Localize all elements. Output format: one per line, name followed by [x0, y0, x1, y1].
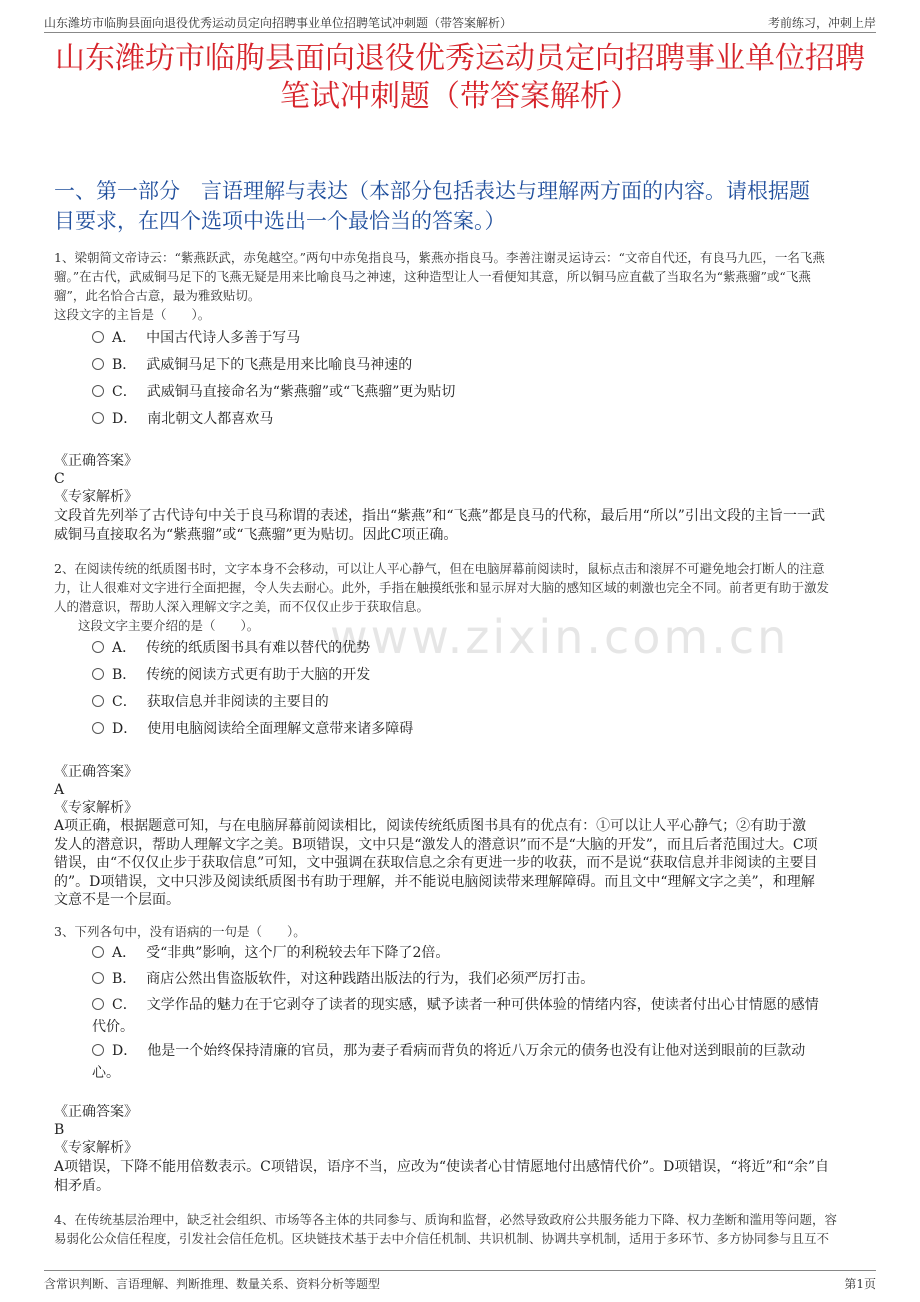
radio-icon[interactable]	[92, 946, 104, 958]
q3-answer-block	[54, 1103, 876, 1157]
q3-option-d[interactable]: D． 他是一个始终保持清廉的官员，那为妻子看病而背负的将近八万余元的债务也没有让他对送到眼前的巨款动 心。	[92, 1043, 806, 1081]
radio-icon[interactable]	[92, 1044, 104, 1056]
q2-option-c[interactable]: C． 获取信息并非阅读的主要目的	[92, 690, 860, 715]
radio-icon[interactable]	[92, 668, 104, 680]
page-number: 第1页	[844, 1277, 876, 1291]
q1-answer: C	[54, 471, 65, 487]
radio-icon[interactable]	[92, 385, 104, 397]
radio-icon[interactable]	[92, 998, 104, 1010]
question-1-prompt: 这段文字的主旨是（ ）。	[54, 307, 211, 322]
q2-option-b[interactable]: B． 传统的阅读方式更有助于大脑的开发	[92, 663, 860, 688]
q1-answer-block	[54, 452, 876, 506]
watermark: www.zixin.com.cn	[330, 610, 790, 664]
q1-explanation: 文段首先列举了古代诗句中关于良马称谓的表述，指出“紫燕”和“飞燕”都是良马的代称，最后用“所以”引出文段的主旨一一武 威铜马直接取名为“紫燕骝”或“飞燕骝”更为贴切。因此C项正确。	[54, 508, 825, 543]
q3-answer: B	[54, 1122, 65, 1138]
q2-explanation: A项正确，根据题意可知，与在电脑屏幕前阅读相比，阅读传统纸质图书具有的优点有：①可以让人平心静气；②有助于激 发人的潜意识，帮助人理解文字之美。B项错误，文中只是“激发人的潜意识”而不是“大脑的开发”，而且后者范围过大。C项 错误，由“不仅仅止步于获取信息”可知，文中强调在获取信息之余有更进一步的收获，而不是说“获取信息并非阅读的主要目 的”。D项错误，文中只涉及阅读纸质图书有助于理解，并不能说电脑阅读带来理解障碍。而且文中“理解文字之美”，和理解 文意不是一个层面。	[54, 818, 818, 908]
expert-label: 《专家解析》	[54, 1140, 138, 1156]
footer-topics: 含常识判断、言语理解、判断推理、数量关系、资料分析等题型	[44, 1277, 381, 1291]
radio-icon[interactable]	[92, 331, 104, 343]
expert-label: 《专家解析》	[54, 800, 138, 816]
q1-option-c[interactable]: C． 武威铜马直接命名为“紫燕骝”或“飞燕骝”更为贴切	[92, 380, 860, 405]
question-2-stem: 2、在阅读传统的纸质图书时，文字本身不会移动，可以让人平心静气，但在电脑屏幕前阅读时，鼠标点击和滚屏不可避免地会打断人的注意 力，让人很难对文字进行全面把握，令人失去耐心。此外，手指在触摸纸张和显示屏对大脑的感知区域的刺激也完全不同。前者更有助于激发 人的潜意识，帮助人深入理解文字之美，而不仅仅止步于获取信息。 这段文字主要介绍的是（ ）。	[54, 559, 876, 635]
title-line-2: 笔试冲刺题（带答案解析）	[280, 79, 640, 114]
radio-icon[interactable]	[92, 722, 104, 734]
page-header	[44, 10, 876, 33]
radio-icon[interactable]	[92, 412, 104, 424]
q2-option-d[interactable]: D． 使用电脑阅读给全面理解文意带来诸多障碍	[92, 717, 860, 742]
radio-icon[interactable]	[92, 695, 104, 707]
header-slogan: 考前练习，冲刺上岸	[767, 16, 876, 30]
q1-option-a[interactable]: A． 中国古代诗人多善于写马	[92, 326, 860, 351]
q3-option-c[interactable]: C． 文学作品的魅力在于它剥夺了读者的现实感，赋予读者一种可供体验的情绪内容，使读者付出心甘情愿的感情 代价。	[92, 997, 819, 1035]
radio-icon[interactable]	[92, 358, 104, 370]
radio-icon[interactable]	[92, 972, 104, 984]
section-line-2: 目要求，在四个选项中选出一个最恰当的答案。）	[54, 209, 506, 233]
header-doc-title: 山东潍坊市临朐县面向退役优秀运动员定向招聘事业单位招聘笔试冲刺题（带答案解析）	[44, 16, 513, 30]
question-3-stem: 3、下列各句中，没有语病的一句是（ ）。	[54, 924, 306, 939]
question-1-stem: 1、梁朝简文帝诗云：“紫燕跃武，赤兔越空。”两句中赤兔指良马，紫燕亦指良马。李善注谢灵运诗云：“文帝自代还，有良马九匹，一名飞燕 骝。”在古代，武威铜马足下的飞燕无疑是用来比喻良马之神速，这种造型让人一看便知其意，所以铜马应直截了当取名为“紫燕骝”或“飞燕 骝”，此名恰合古意，最为雅致贴切。 这段文字的主旨是（ ）。	[54, 248, 876, 324]
question-2-prompt: 这段文字主要介绍的是（ ）。	[78, 618, 260, 633]
expert-label: 《专家解析》	[54, 489, 138, 505]
title-line-1: 山东潍坊市临朐县面向退役优秀运动员定向招聘事业单位招聘	[55, 41, 865, 76]
q2-answer: A	[54, 782, 65, 798]
question-4-stem: 4、在传统基层治理中，缺乏社会组织、市场等各主体的共同参与、质询和监督，必然导致政府公共服务能力下降、权力垄断和滥用等问题，容 易弱化公众信任程度，引发社会信任危机。区块链技术基于去中介信任机制、共识机制、协调共享机制，适用于多环节、多方协同参与且互不	[54, 1212, 837, 1246]
correct-answer-label: 《正确答案》	[54, 453, 138, 469]
correct-answer-label: 《正确答案》	[54, 764, 138, 780]
q3-option-a[interactable]: A． 受“非典”影响，这个厂的利税较去年下降了2倍。	[92, 941, 860, 966]
correct-answer-label: 《正确答案》	[54, 1104, 138, 1120]
document-title	[40, 40, 880, 116]
q2-option-a[interactable]: A． 传统的纸质图书具有难以替代的优势	[92, 636, 860, 661]
q1-option-b[interactable]: B． 武威铜马足下的飞燕是用来比喻良马神速的	[92, 353, 860, 378]
section-line-1: 一、第一部分 言语理解与表达（本部分包括表达与理解两方面的内容。请根据题	[54, 179, 810, 203]
radio-icon[interactable]	[92, 641, 104, 653]
section-heading	[54, 176, 876, 236]
q3-explanation: A项错误，下降不能用倍数表示。C项错误，语序不当，应改为“使读者心甘情愿地付出感情代价”。D项错误，“将近”和“余”自 相矛盾。	[54, 1159, 829, 1194]
page-footer	[44, 1270, 876, 1293]
q2-answer-block	[54, 763, 876, 817]
q1-option-d[interactable]: D． 南北朝文人都喜欢马	[92, 407, 860, 432]
q3-option-b[interactable]: B． 商店公然出售盗版软件，对这种践踏出版法的行为，我们必须严厉打击。	[92, 967, 860, 992]
